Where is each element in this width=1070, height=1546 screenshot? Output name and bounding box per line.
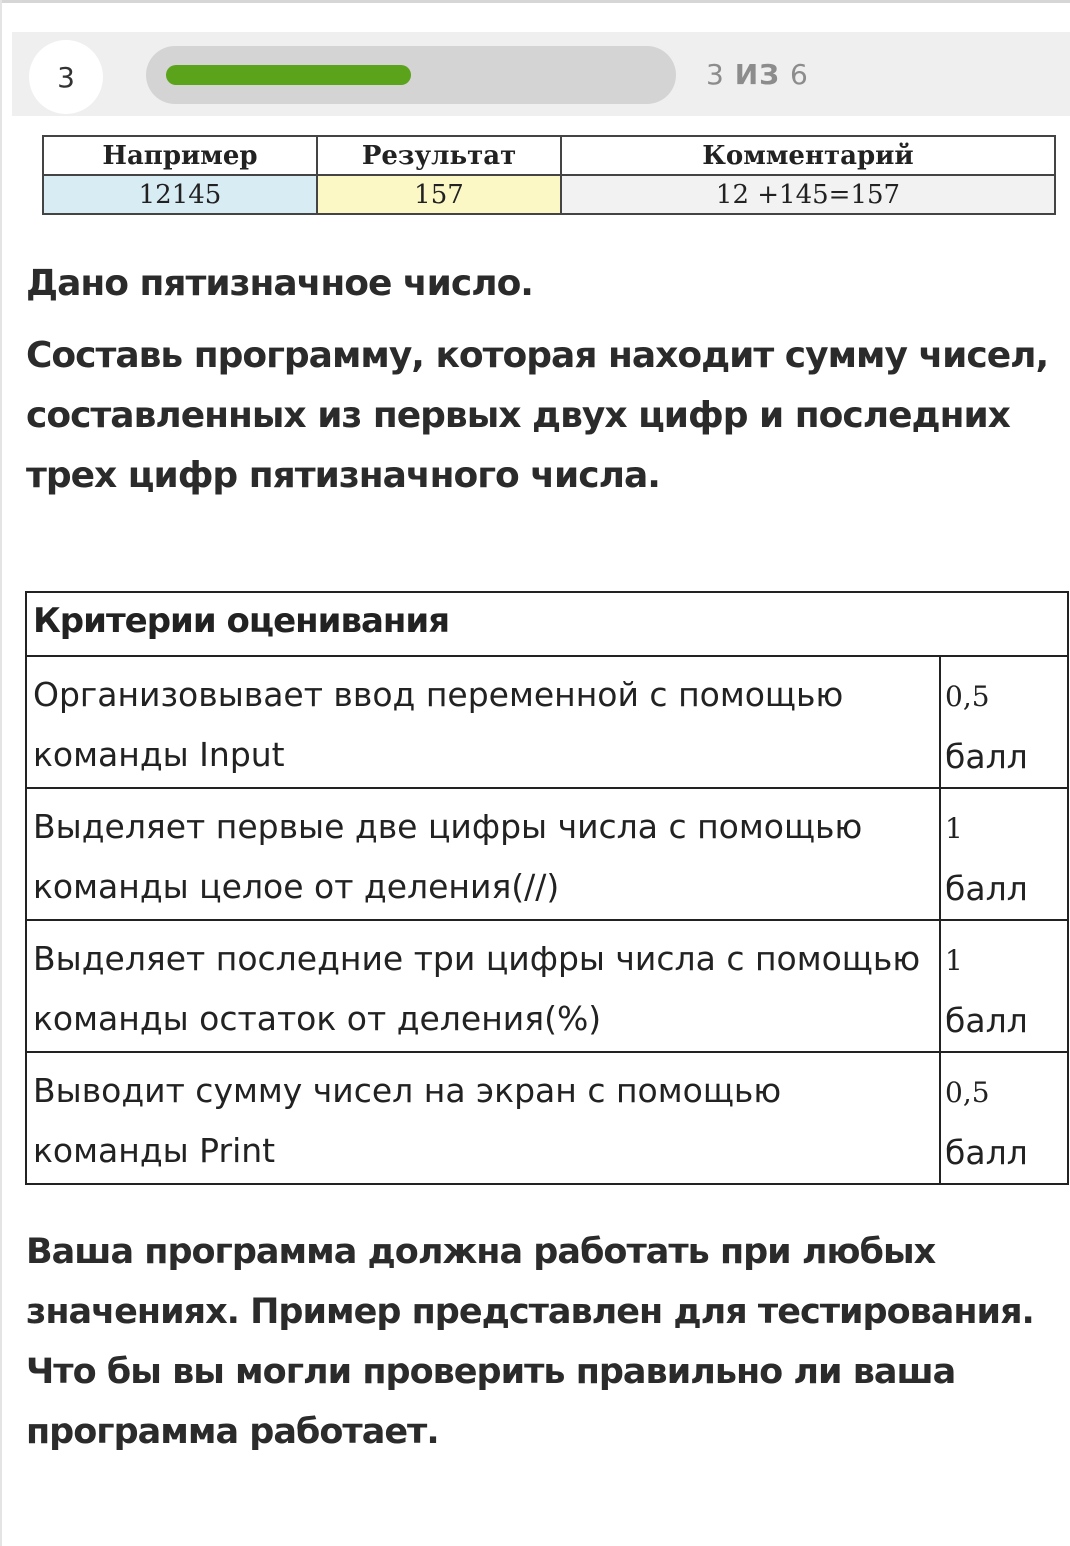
example-result-cell: 157 — [317, 175, 561, 214]
criteria-points-value: 0,5 — [945, 1076, 990, 1109]
step-number-badge: 3 — [29, 40, 103, 114]
criteria-points-unit: балл — [945, 869, 1028, 908]
footer-note-text: Ваша программа должна работать при любых значениях. Пример представлен для тестирования. Что бы вы могли проверить правильно ли ваша программа работает. — [26, 1232, 1034, 1452]
task-intro: Дано пятизначное число. — [26, 263, 533, 304]
example-header-example: Например — [43, 136, 317, 175]
criteria-points-unit: балл — [945, 737, 1028, 776]
progress-bar — [146, 46, 676, 104]
example-header-result: Результат — [317, 136, 561, 175]
criteria-description: Выделяет последние три цифры числа с помощью команды остаток от деления(%) — [26, 920, 940, 1052]
criteria-header-row — [26, 592, 1068, 656]
footer-note — [26, 1222, 1056, 1462]
criteria-description: Выделяет первые две цифры числа с помощью команды целое от деления(//) — [26, 788, 940, 920]
criteria-row — [26, 920, 1068, 1052]
example-comment-cell: 12 +145=157 — [561, 175, 1055, 214]
top-divider — [0, 0, 1070, 3]
progress-current: 3 — [706, 58, 725, 91]
example-table-header-row — [43, 136, 1055, 175]
progress-separator: ИЗ — [734, 58, 781, 91]
criteria-points-unit: балл — [945, 1133, 1028, 1172]
criteria-table — [25, 591, 1069, 1185]
task-statement — [26, 254, 1056, 506]
criteria-points — [940, 788, 1068, 920]
example-header-comment: Комментарий — [561, 136, 1055, 175]
criteria-row — [26, 788, 1068, 920]
criteria-points-value: 0,5 — [945, 680, 990, 713]
criteria-title: Критерии оценивания — [26, 592, 1068, 656]
progress-bar-fill — [166, 65, 411, 85]
left-divider — [0, 0, 2, 1546]
task-instruction: Составь программу, которая находит сумму чисел, составленных из первых двух цифр и последних трех цифр пятизначного числа. — [26, 335, 1049, 496]
criteria-description: Выводит сумму чисел на экран с помощью команды Print — [26, 1052, 940, 1184]
progress-total: 6 — [789, 58, 809, 91]
progress-counter — [706, 58, 809, 91]
criteria-points — [940, 920, 1068, 1052]
criteria-row — [26, 656, 1068, 788]
criteria-description: Организовывает ввод переменной с помощью команды Input — [26, 656, 940, 788]
example-table-row — [43, 175, 1055, 214]
criteria-points — [940, 1052, 1068, 1184]
example-table — [42, 135, 1056, 215]
example-input-cell: 12145 — [43, 175, 317, 214]
criteria-points-value: 1 — [945, 944, 963, 977]
criteria-row — [26, 1052, 1068, 1184]
quiz-header — [12, 32, 1070, 116]
criteria-points-value: 1 — [945, 812, 963, 845]
criteria-points — [940, 656, 1068, 788]
criteria-points-unit: балл — [945, 1001, 1028, 1040]
